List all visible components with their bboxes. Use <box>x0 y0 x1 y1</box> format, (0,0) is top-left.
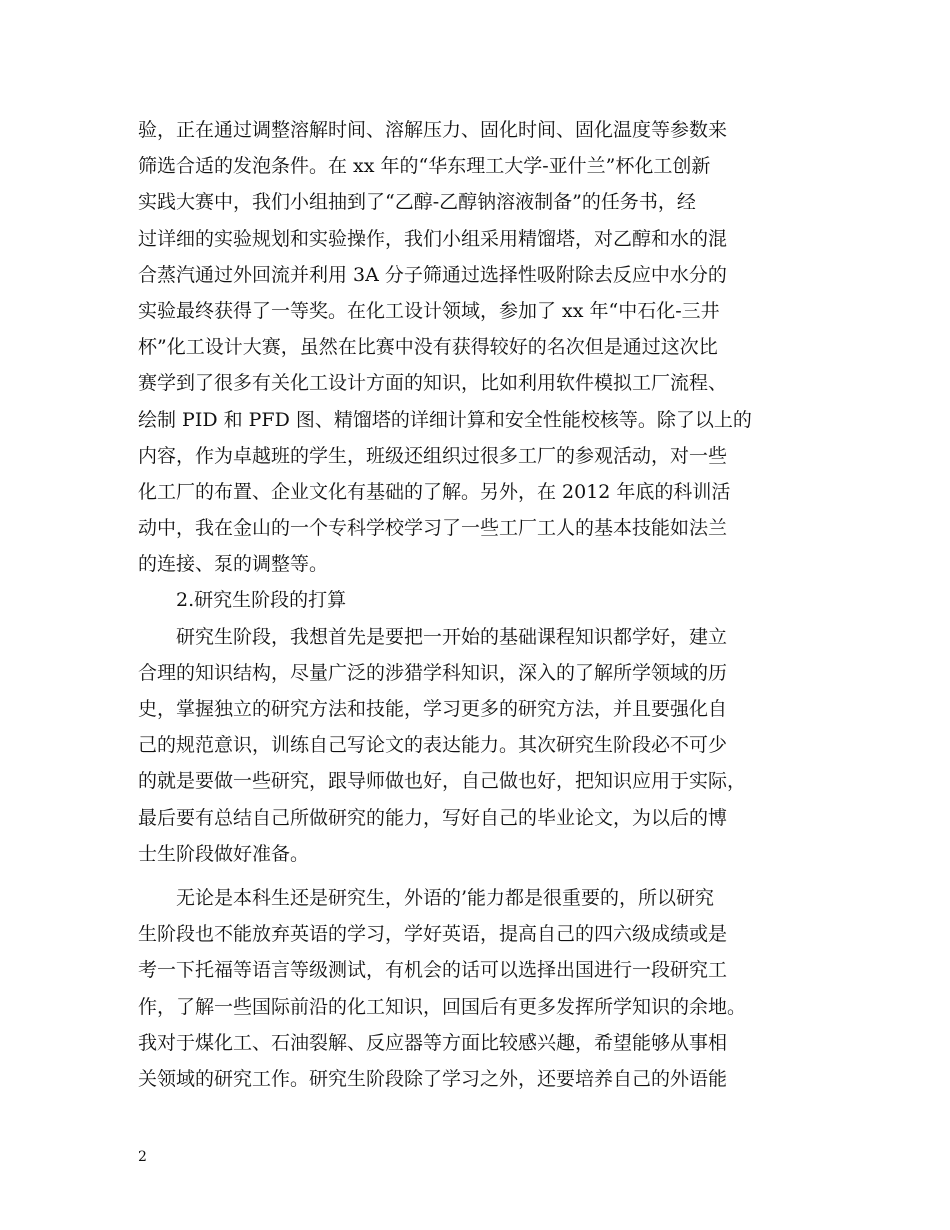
text-line: 实践大赛中，我们小组抽到了“乙醇-乙醇钠溶液制备”的任务书，经 <box>138 191 696 214</box>
text-line: 研究生阶段，我想首先是要把一开始的基础课程知识都学好，建立 <box>176 625 728 648</box>
text-line: 实验最终获得了一等奖。在化工设计领域，参加了 xx 年“中石化-三井 <box>138 299 720 322</box>
text-line: 作，了解一些国际前沿的化工知识，回国后有更多发挥所学知识的余地。 <box>138 995 747 1018</box>
text-line: 考一下托福等语言等级测试，有机会的话可以选择出国进行一段研究工 <box>138 959 728 982</box>
page-number: 2 <box>138 1149 147 1165</box>
text-line: 的连接、泵的调整等。 <box>138 553 329 576</box>
text-line: 我对于煤化工、石油裂解、反应器等方面比较感兴趣，希望能够从事相 <box>138 1031 728 1054</box>
text-line: 合蒸汽通过外回流并利用 3A 分子筛通过选择性吸附除去反应中水分的 <box>138 263 727 286</box>
text-line: 赛学到了很多有关化工设计方面的知识，比如利用软件模拟工厂流程、 <box>138 372 728 395</box>
text-line: 化工厂的布置、企业文化有基础的了解。另外，在 2012 年底的科训活 <box>138 480 731 503</box>
paragraph-3 <box>138 880 818 1097</box>
paragraph-1 <box>138 112 818 582</box>
text-line: 无论是本科生还是研究生，外语的’能力都是很重要的，所以研究 <box>176 886 715 909</box>
section-heading: 2.研究生阶段的打算 <box>176 589 347 612</box>
paragraph-2 <box>138 619 818 872</box>
paragraph-spacing <box>138 872 818 880</box>
text-line: 筛选合适的发泡条件。在 xx 年的“华东理工大学-亚什兰”杯化工创新 <box>138 155 711 178</box>
text-line: 的就是要做一些研究，跟导师做也好，自己做也好，把知识应用于实际， <box>138 770 747 793</box>
text-line: 己的规范意识，训练自己写论文的表达能力。其次研究生阶段必不可少 <box>138 734 728 757</box>
text-line: 验，正在通过调整溶解时间、溶解压力、固化时间、固化温度等参数来 <box>138 119 728 141</box>
text-line: 杯”化工设计大赛，虽然在比赛中没有获得较好的名次但是通过这次比 <box>138 336 718 359</box>
text-line: 关领域的研究工作。研究生阶段除了学习之外，还要培养自己的外语能 <box>138 1067 728 1090</box>
text-line: 士生阶段做好准备。 <box>138 842 310 865</box>
text-line: 动中，我在金山的一个专科学校学习了一些工厂工人的基本技能如法兰 <box>138 517 728 540</box>
text-line: 过详细的实验规划和实验操作，我们小组采用精馏塔，对乙醇和水的混 <box>138 227 728 250</box>
document-body <box>138 112 818 1097</box>
text-line: 史，掌握独立的研究方法和技能，学习更多的研究方法，并且要强化自 <box>138 698 728 720</box>
text-line: 合理的知识结构，尽量广泛的涉猎学科知识，深入的了解所学领域的历 <box>138 661 728 684</box>
text-line: 最后要有总结自己所做研究的能力，写好自己的毕业论文，为以后的博 <box>138 806 728 829</box>
text-line: 内容，作为卓越班的学生，班级还组织过很多工厂的参观活动，对一些 <box>138 444 728 467</box>
text-line: 生阶段也不能放弃英语的学习，学好英语，提高自己的四六级成绩或是 <box>138 923 728 946</box>
text-line: 绘制 PID 和 PFD 图、精馏塔的详细计算和安全性能校核等。除了以上的 <box>138 408 752 431</box>
